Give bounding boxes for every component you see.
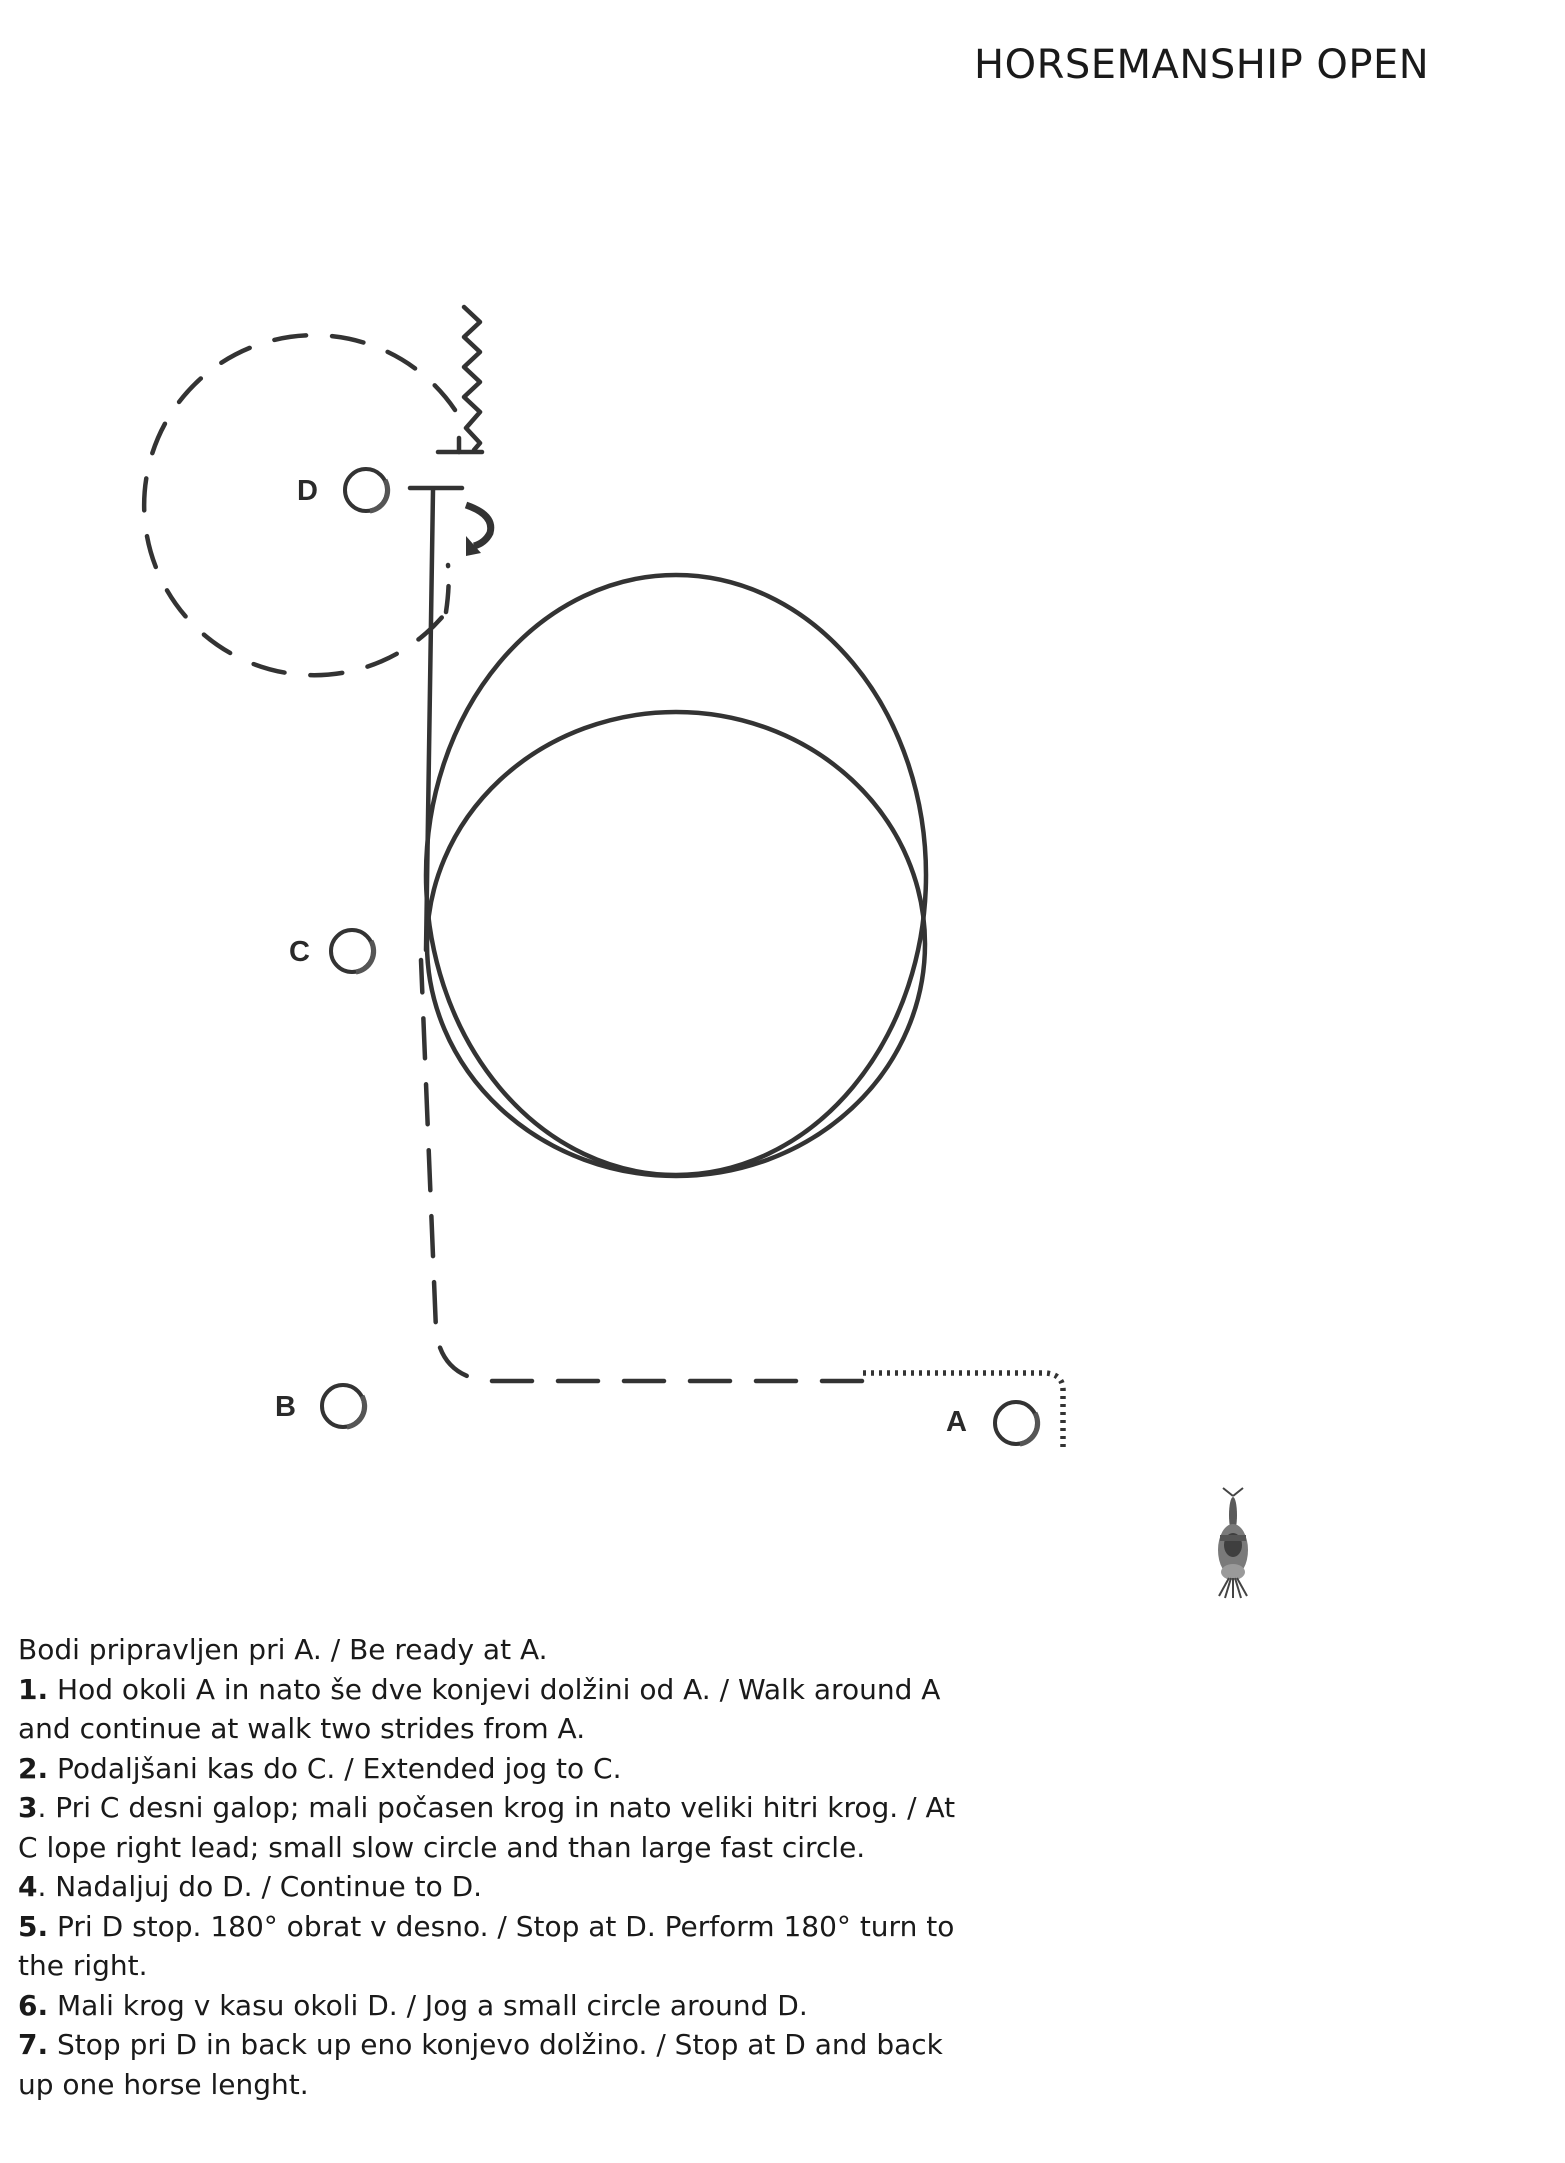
curved-arrow-icon xyxy=(466,505,491,556)
step-number: 5. xyxy=(18,1909,49,1943)
marker-c-label: C xyxy=(289,936,310,968)
jog-circle-return-segment xyxy=(446,565,449,612)
step-number: 1. xyxy=(18,1672,49,1706)
step-number: 6. xyxy=(18,1988,49,2022)
marker-c xyxy=(289,930,374,972)
small-slow-circle xyxy=(427,712,925,1176)
step-number: 2. xyxy=(18,1751,49,1785)
marker-b xyxy=(275,1385,365,1427)
step-text: . Pri C desni galop; mali počasen krog in nato veliki hitri krog. / At C lope right lead; small slow circle and than large fast circle. xyxy=(18,1791,956,1864)
instruction-step-2 xyxy=(18,1749,958,1789)
step-number: 7. xyxy=(18,2028,49,2061)
instruction-step-4 xyxy=(18,1867,958,1907)
marker-d xyxy=(297,469,388,511)
marker-d-label: D xyxy=(297,475,318,507)
step-text: Stop pri D in back up eno konjevo dolžino. / Stop at D and back up one horse lenght. xyxy=(18,2028,943,2101)
step-text: . Nadaljuj do D. / Continue to D. xyxy=(37,1870,483,1903)
step-number: 3 xyxy=(18,1791,38,1824)
instructions xyxy=(18,1630,958,2104)
backup-zigzag-icon xyxy=(464,307,480,450)
instruction-step-3 xyxy=(18,1788,958,1867)
instruction-step-5 xyxy=(18,1907,958,1986)
step-text: Pri D stop. 180° obrat v desno. / Stop at D. Perform 180° turn to the right. xyxy=(18,1909,955,1982)
instruction-step-6 xyxy=(18,1986,958,2026)
step-text: Podaljšani kas do C. / Extended jog to C. xyxy=(48,1751,622,1785)
step-text: Mali krog v kasu okoli D. / Jog a small circle around D. xyxy=(48,1988,808,2022)
large-fast-circle xyxy=(426,575,926,1175)
step-number: 4 xyxy=(18,1870,38,1903)
marker-a-label: A xyxy=(946,1406,967,1438)
instruction-step-7 xyxy=(18,2025,958,2104)
instruction-step-1 xyxy=(18,1670,958,1749)
step-text: Hod okoli A in nato še dve konjevi dolžini od A. / Walk around A and continue at walk two strides from A. xyxy=(18,1672,941,1745)
horse-topview-icon xyxy=(1218,1488,1248,1598)
marker-a xyxy=(946,1402,1038,1444)
marker-b-label: B xyxy=(275,1391,296,1423)
instructions-intro: Bodi pripravljen pri A. / Be ready at A. xyxy=(18,1633,548,1666)
page-title: HORSEMANSHIP OPEN xyxy=(974,42,1430,88)
